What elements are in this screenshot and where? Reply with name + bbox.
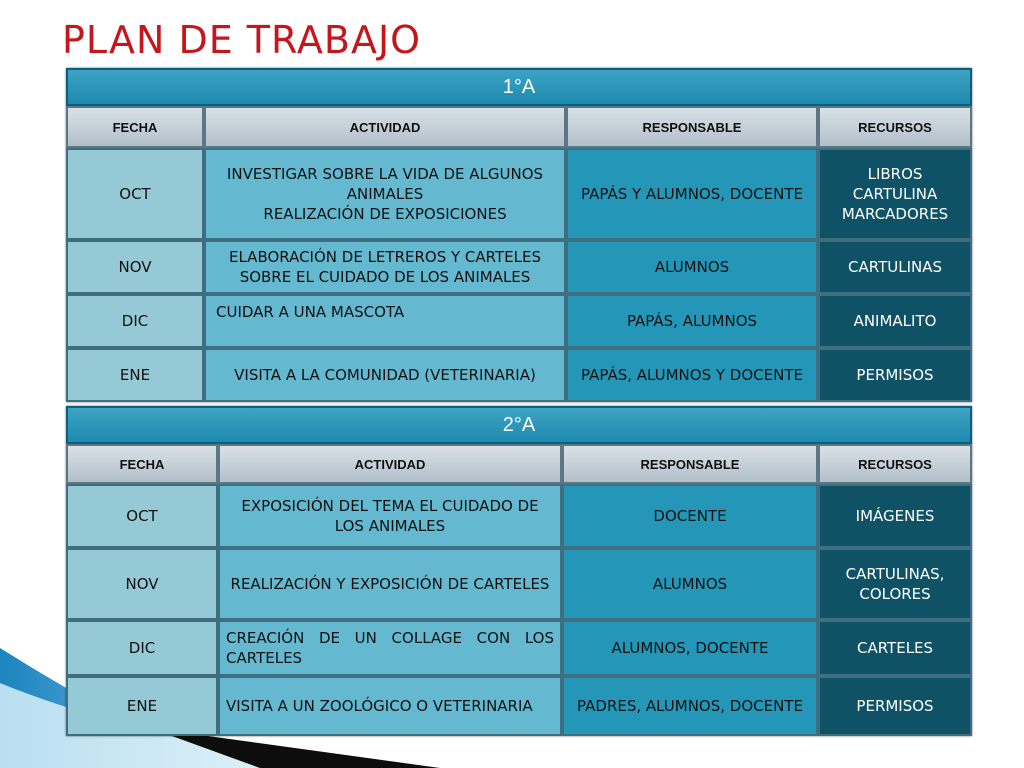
fecha-cell: NOV [66,240,204,294]
recursos-cell: CARTULINAS [818,240,972,294]
column-header-responsable: RESPONSABLE [562,444,818,484]
column-header-recursos: RECURSOS [818,106,972,148]
responsable-cell: ALUMNOS, DOCENTE [562,620,818,676]
recurso-line: MARCADORES [841,205,949,223]
recurso-line: CARTULINA [852,185,938,203]
fecha-cell: OCT [66,484,218,548]
actividad-line: INVESTIGAR SOBRE LA VIDA DE ALGUNOS ANIMALES [226,165,544,203]
fecha-cell: ENE [66,676,218,736]
recursos-cell: ANIMALITO [818,294,972,348]
actividad-cell: VISITA A UN ZOOLÓGICO O VETERINARIA [218,676,562,736]
table-row [66,676,972,736]
column-header-recursos: RECURSOS [818,444,972,484]
fecha-cell: ENE [66,348,204,402]
recursos-cell: PERMISOS [818,348,972,402]
table-row [66,294,972,348]
responsable-cell: PADRES, ALUMNOS, DOCENTE [562,676,818,736]
recursos-cell [818,148,972,240]
recursos-cell: CARTELES [818,620,972,676]
responsable-cell: PAPÁS Y ALUMNOS, DOCENTE [566,148,818,240]
responsable-cell: DOCENTE [562,484,818,548]
column-header-actividad: ACTIVIDAD [204,106,566,148]
actividad-cell: VISITA A LA COMUNIDAD (VETERINARIA) [204,348,566,402]
fecha-cell: OCT [66,148,204,240]
responsable-cell: PAPÁS, ALUMNOS Y DOCENTE [566,348,818,402]
responsable-cell: ALUMNOS [566,240,818,294]
fecha-cell: NOV [66,548,218,620]
column-header-responsable: RESPONSABLE [566,106,818,148]
column-header-actividad: ACTIVIDAD [218,444,562,484]
table-row [66,548,972,620]
actividad-line: REALIZACIÓN DE EXPOSICIONES [263,205,507,223]
column-header-fecha: FECHA [66,106,204,148]
actividad-cell: REALIZACIÓN Y EXPOSICIÓN DE CARTELES [218,548,562,620]
actividad-cell: CUIDAR A UNA MASCOTA [204,294,566,348]
actividad-cell: EXPOSICIÓN DEL TEMA EL CUIDADO DE LOS ANIMALES [218,484,562,548]
recurso-line: LIBROS [867,165,923,183]
group-header: 2°A [66,406,972,444]
slide-title: PLAN DE TRABAJO [62,18,422,62]
actividad-cell: ELABORACIÓN DE LETREROS Y CARTELES SOBRE EL CUIDADO DE LOS ANIMALES [204,240,566,294]
responsable-cell: ALUMNOS [562,548,818,620]
table-row [66,348,972,402]
recursos-cell: CARTULINAS, COLORES [818,548,972,620]
group-header: 1°A [66,68,972,106]
table-row [66,620,972,676]
recursos-cell: PERMISOS [818,676,972,736]
responsable-cell: PAPÁS, ALUMNOS [566,294,818,348]
recursos-cell: IMÁGENES [818,484,972,548]
fecha-cell: DIC [66,294,204,348]
table-row [66,484,972,548]
table-row [66,240,972,294]
plan-table-1 [66,68,972,402]
fecha-cell: DIC [66,620,218,676]
column-header-fecha: FECHA [66,444,218,484]
plan-table-2 [66,406,972,736]
actividad-cell [204,148,566,240]
table-row [66,148,972,240]
actividad-cell: CREACIÓN DE UN COLLAGE CON LOS CARTELES [218,620,562,676]
